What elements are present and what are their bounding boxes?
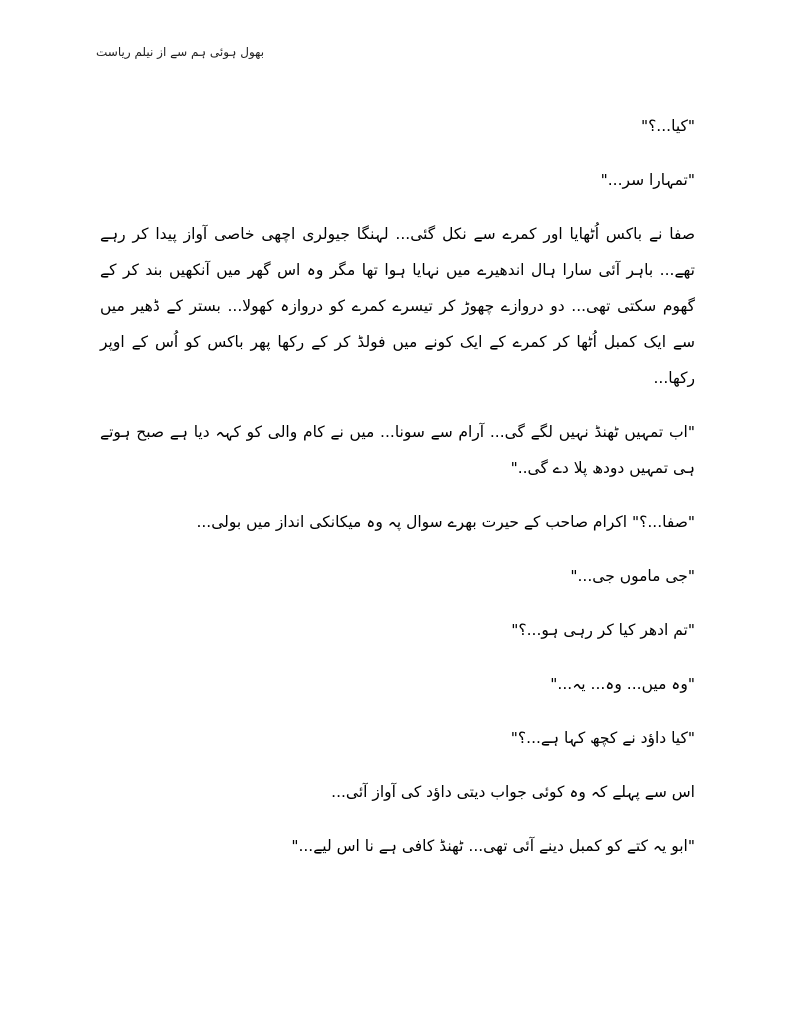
paragraph-11: "ابو یہ کتے کو کمبل دینے آئی تھی... ٹھنڈ کافی ہے نا اس لیے..." [291, 837, 695, 855]
running-header: بھول ہوئی ہم سے از نیلم ریاست [96, 45, 265, 59]
paragraph-10: اس سے پہلے کہ وہ کوئی جواب دیتی داؤد کی آواز آئی... [331, 783, 695, 801]
paragraph-1: "کیا...؟" [640, 117, 695, 135]
paragraph-6: "جی ماموں جی..." [570, 567, 695, 585]
body-text [100, 108, 695, 864]
paragraph-9: "کیا داؤد نے کچھ کہا ہے...؟" [510, 729, 695, 747]
paragraph-4: "اب تمہیں ٹھنڈ نہیں لگے گی... آرام سے سونا... میں نے کام والی کو کہہ دیا ہے صبح ہوتے ہی تمہیں دودھ پلا دے گی.." [100, 423, 695, 477]
paragraph-8: "وہ میں... وہ... یہ..." [550, 675, 695, 693]
paragraph-3: صفا نے باکس اُٹھایا اور کمرے سے نکل گئی... لہنگا جیولری اچھی خاصی آواز پیدا کر رہے تھے... باہر آئی سارا ہال اندھیرے میں نہایا ہوا تھا مگر وہ اس گھر میں آنکھیں بند کر کے گھوم سکتی تھی... دو دروازے چھوڑ کر تیسرے کمرے کو دروازہ کھولا... بستر کے ڈھیر میں سے ایک کمبل اُٹھا کر کمرے کے ایک کونے میں فولڈ کر کے رکھا پھر باکس کو اُس کے اوپر رکھا... [100, 225, 695, 387]
paragraph-5: "صفا...؟" اکرام صاحب کے حیرت بھرے سوال پہ وہ میکانکی انداز میں بولی... [196, 513, 695, 531]
paragraph-2: "تمہارا سر..." [600, 171, 695, 189]
paragraph-7: "تم ادھر کیا کر رہی ہو...؟" [511, 621, 695, 639]
